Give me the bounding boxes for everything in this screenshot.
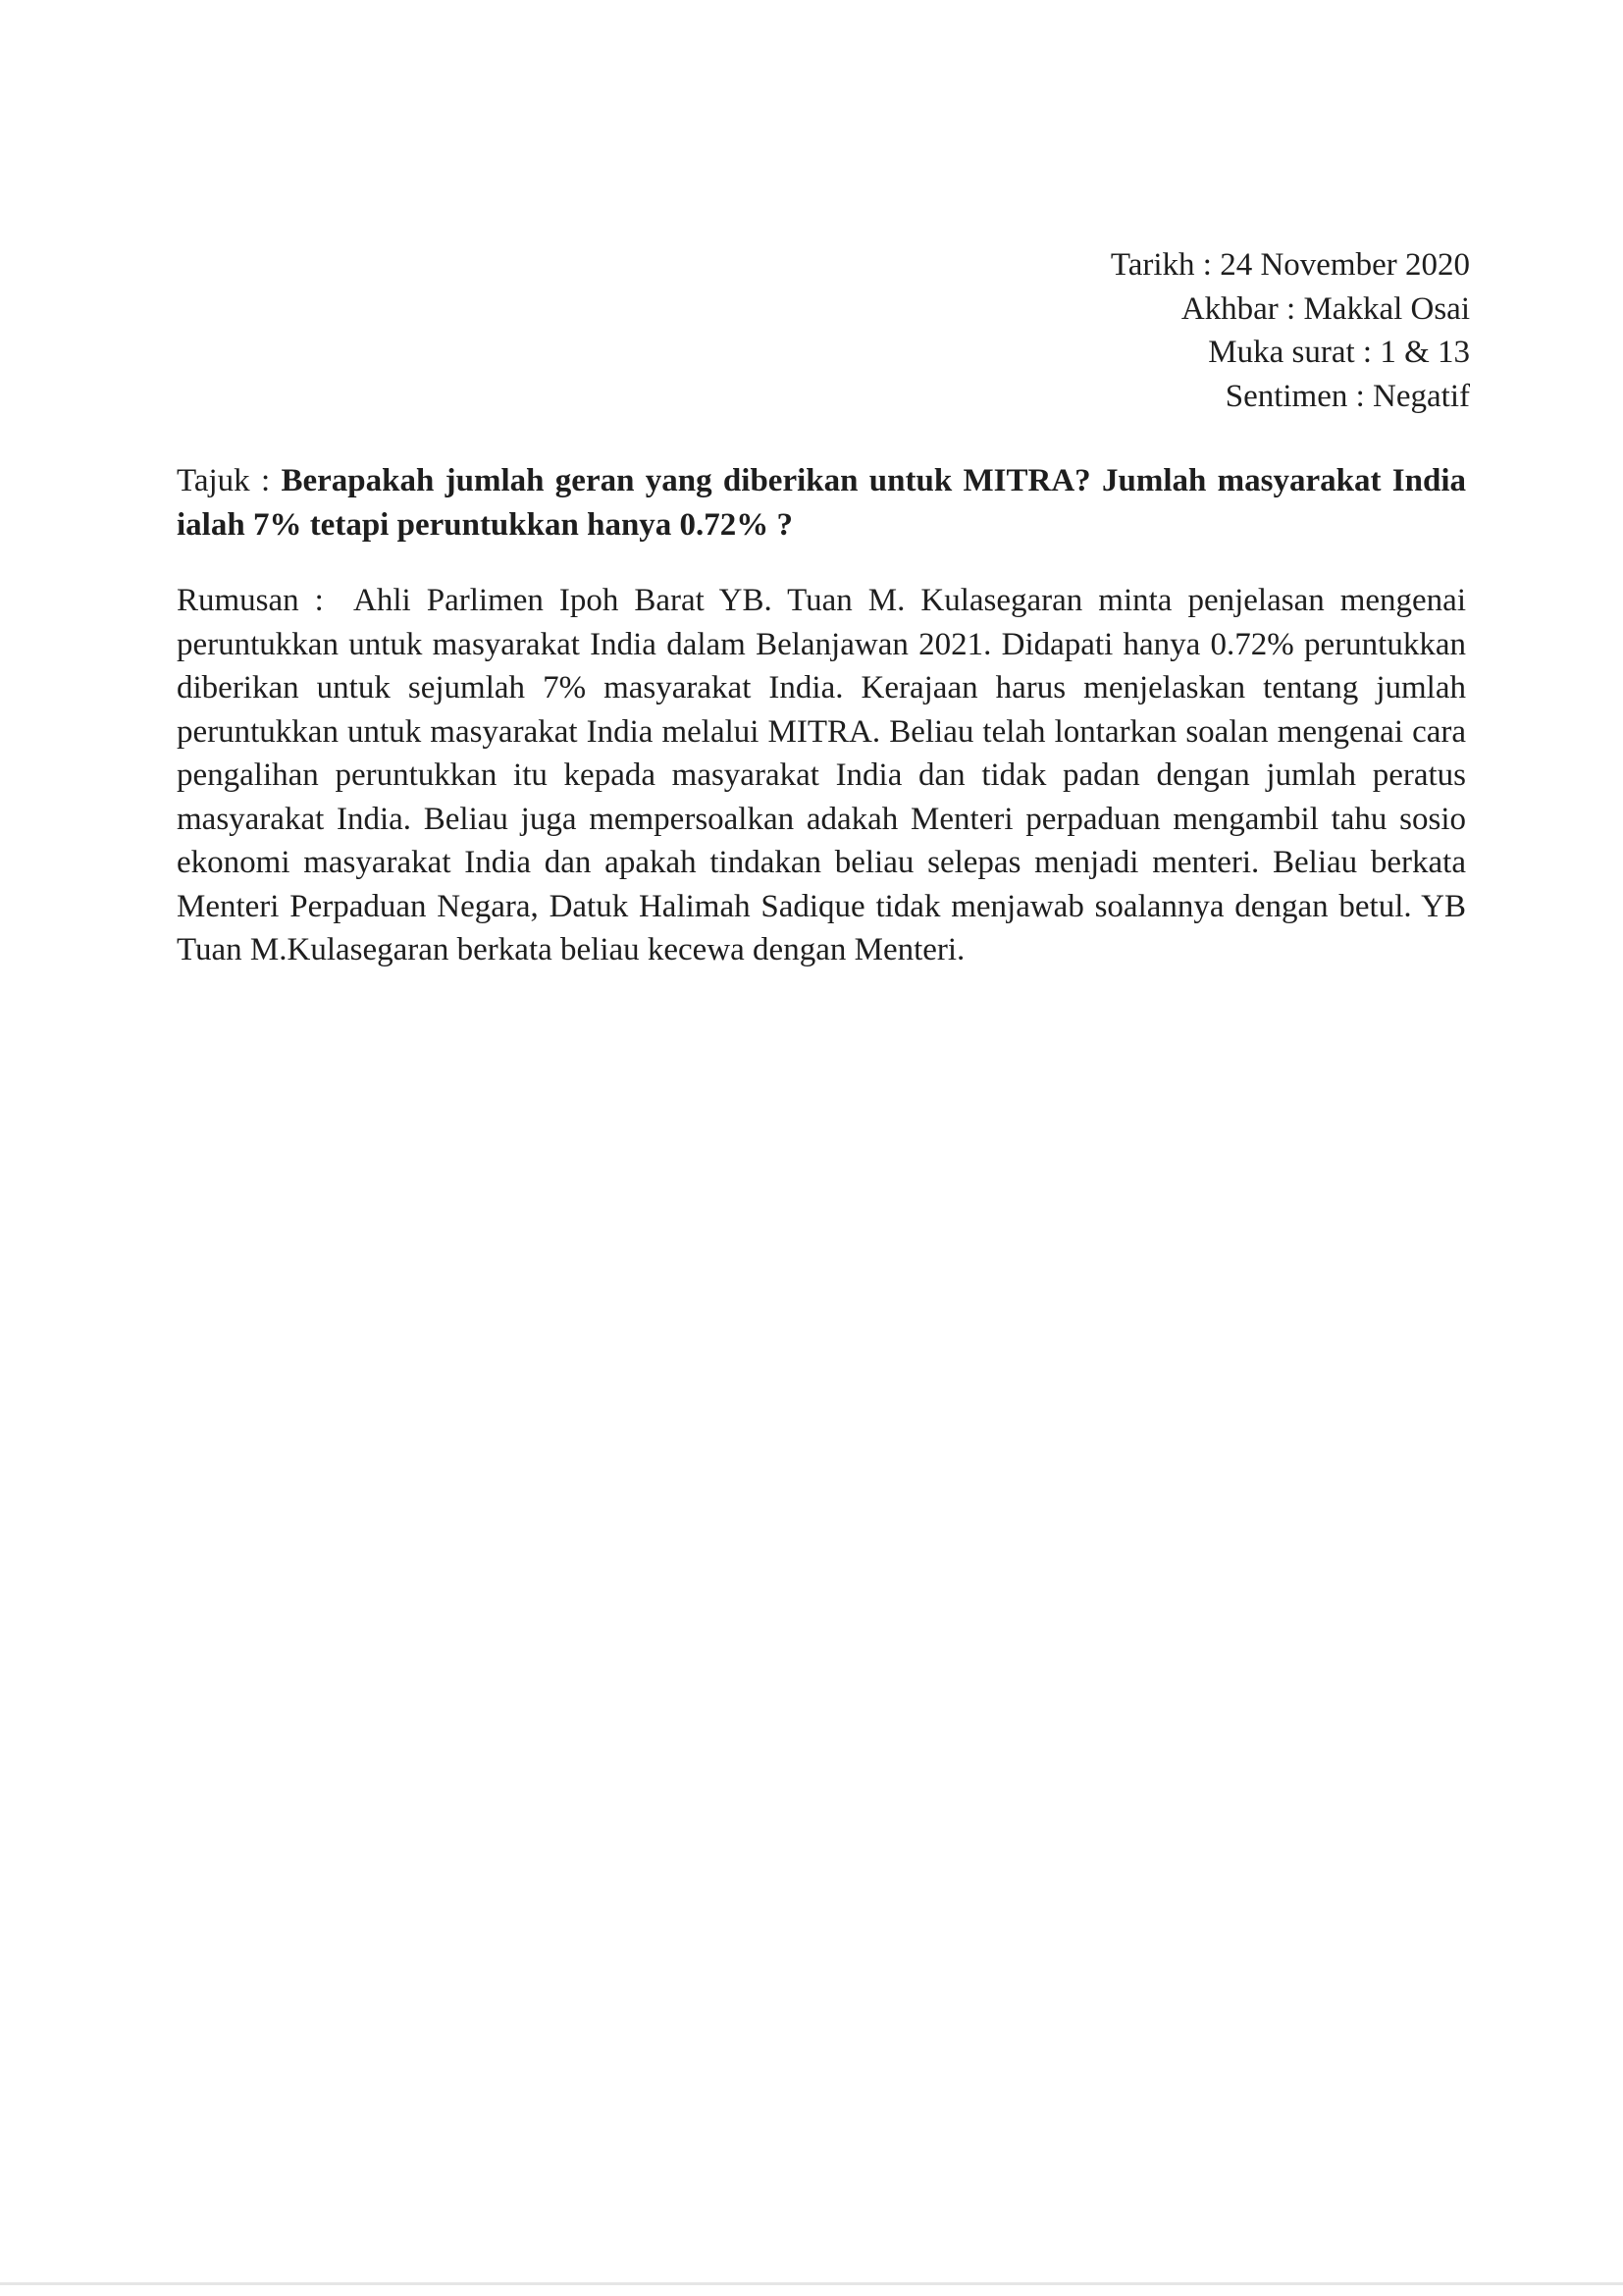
page-number-line: Muka surat : 1 & 13	[1208, 335, 1470, 370]
sentiment-line: Sentimen : Negatif	[1225, 378, 1470, 414]
scan-edge-divider	[0, 2282, 1623, 2285]
article-metadata	[1111, 243, 1470, 418]
summary-text: Ahli Parlimen Ipoh Barat YB. Tuan M. Kulasegaran minta penjelasan mengenai peruntukkan untuk masyarakat India dalam Belanjawan 2021. Didapati hanya 0.72% peruntukkan diberikan untuk sejumlah 7% masyarakat India. Kerajaan harus menjelaskan tentang jumlah peruntukkan untuk masyarakat India melalui MITRA. Beliau telah lontarkan soalan mengenai cara pengalihan peruntukkan itu kepada masyarakat India dan tidak padan dengan jumlah peratus masyarakat India. Beliau juga mempersoalkan adakah Menteri perpaduan mengambil tahu sosio ekonomi masyarakat India dan apakah tindakan beliau selepas menjadi menteri. Beliau berkata Menteri Perpaduan Negara, Datuk Halimah Sadique tidak menjawab soalannya dengan betul. YB Tuan M.Kulasegaran berkata beliau kecewa dengan Menteri.	[177, 583, 1466, 967]
headline-text: Berapakah jumlah geran yang diberikan untuk MITRA? Jumlah masyarakat India ialah 7% tetapi peruntukkan hanya 0.72% ?	[177, 463, 1466, 543]
summary-paragraph	[177, 579, 1466, 972]
headline-label: Tajuk :	[177, 463, 282, 498]
headline-paragraph	[177, 459, 1466, 547]
date-line: Tarikh : 24 November 2020	[1110, 247, 1470, 283]
newspaper-line: Akhbar : Makkal Osai	[1180, 290, 1470, 327]
summary-label: Rumusan :	[177, 583, 354, 618]
